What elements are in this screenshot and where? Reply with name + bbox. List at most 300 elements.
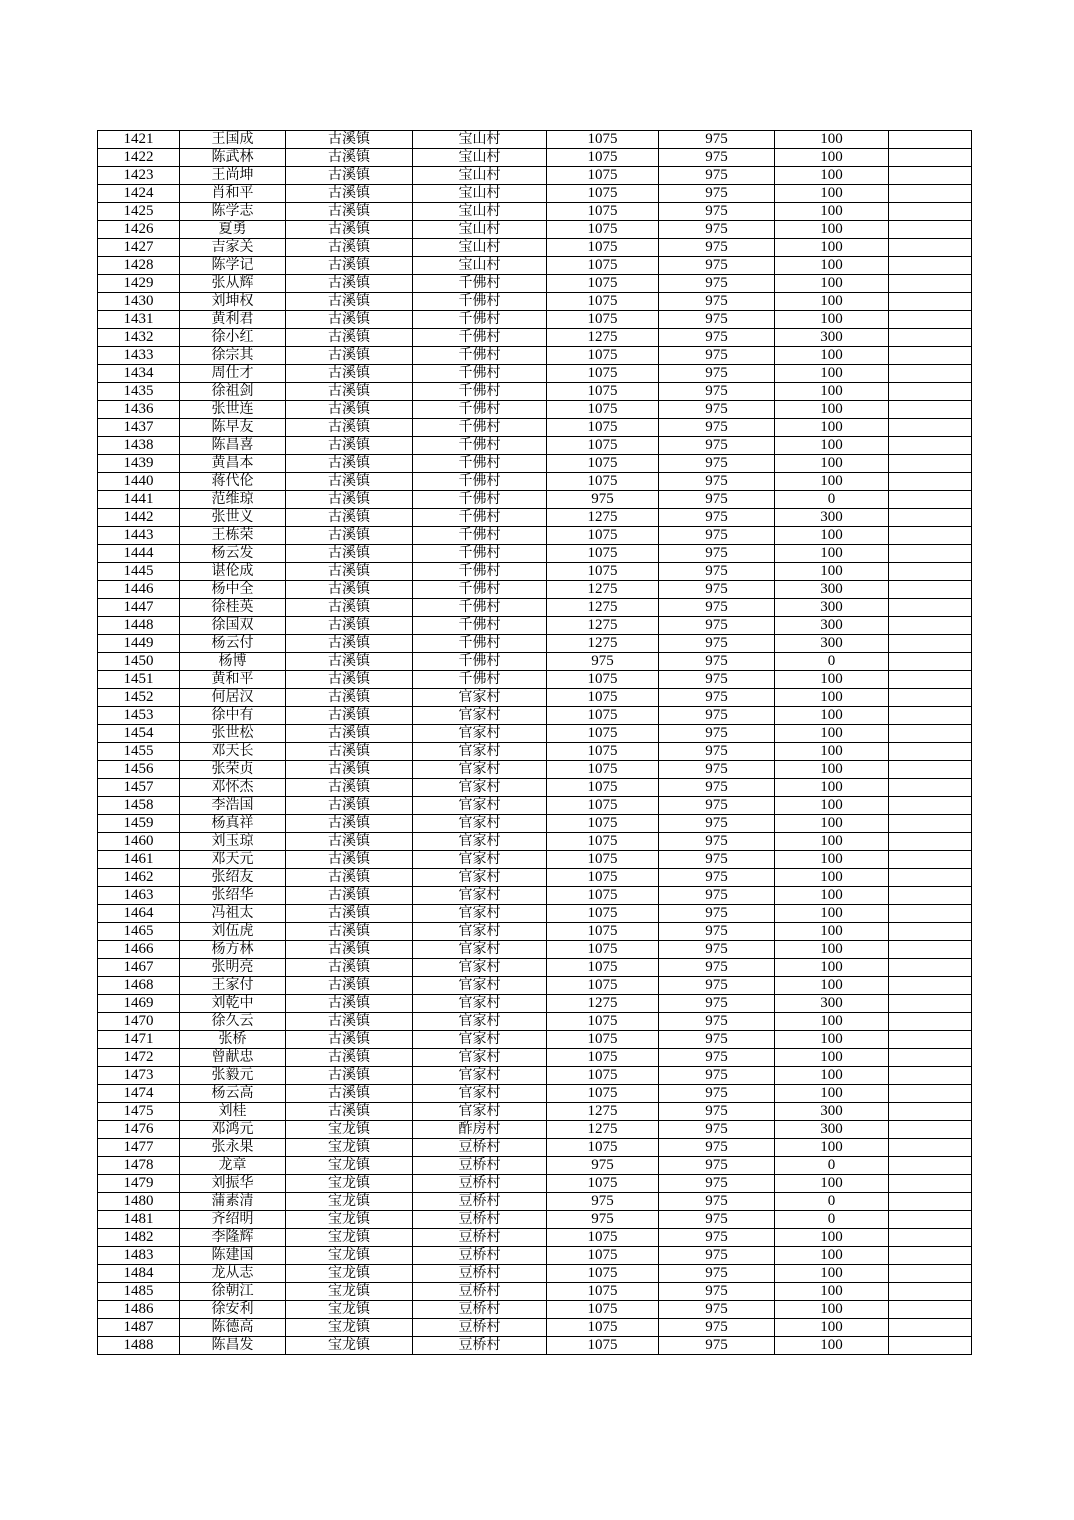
cell-amount-b: 975	[659, 617, 775, 635]
cell-amount-a: 1275	[547, 1103, 659, 1121]
cell-town: 宝龙镇	[286, 1247, 413, 1265]
cell-note	[889, 311, 972, 329]
cell-note	[889, 545, 972, 563]
cell-town: 古溪镇	[286, 851, 413, 869]
cell-num: 1479	[98, 1175, 180, 1193]
cell-name: 黄利君	[180, 311, 286, 329]
cell-note	[889, 761, 972, 779]
cell-amount-b: 975	[659, 671, 775, 689]
table-row	[98, 1067, 972, 1085]
cell-town: 古溪镇	[286, 617, 413, 635]
cell-village: 千佛村	[413, 311, 547, 329]
table-row	[98, 1121, 972, 1139]
cell-village: 官家村	[413, 851, 547, 869]
cell-village: 宝山村	[413, 257, 547, 275]
cell-amount-b: 975	[659, 707, 775, 725]
cell-note	[889, 599, 972, 617]
cell-amount-a: 1075	[547, 1319, 659, 1337]
table-row	[98, 545, 972, 563]
cell-name: 张绍友	[180, 869, 286, 887]
cell-name: 杨真祥	[180, 815, 286, 833]
cell-note	[889, 275, 972, 293]
cell-village: 豆桥村	[413, 1139, 547, 1157]
cell-amount-b: 975	[659, 1085, 775, 1103]
cell-num: 1475	[98, 1103, 180, 1121]
cell-name: 张世连	[180, 401, 286, 419]
cell-num: 1484	[98, 1265, 180, 1283]
cell-village: 官家村	[413, 797, 547, 815]
cell-note	[889, 167, 972, 185]
cell-name: 陈学志	[180, 203, 286, 221]
cell-name: 刘振华	[180, 1175, 286, 1193]
cell-num: 1473	[98, 1067, 180, 1085]
cell-village: 官家村	[413, 923, 547, 941]
cell-name: 张桥	[180, 1031, 286, 1049]
table-row	[98, 869, 972, 887]
cell-amount-b: 975	[659, 1067, 775, 1085]
cell-town: 古溪镇	[286, 797, 413, 815]
cell-amount-b: 975	[659, 1319, 775, 1337]
cell-town: 古溪镇	[286, 527, 413, 545]
cell-amount-a: 1075	[547, 311, 659, 329]
cell-name: 谌伦成	[180, 563, 286, 581]
cell-amount-a: 1075	[547, 545, 659, 563]
cell-note	[889, 365, 972, 383]
cell-amount-c: 100	[775, 1067, 889, 1085]
cell-num: 1450	[98, 653, 180, 671]
cell-note	[889, 689, 972, 707]
cell-amount-c: 100	[775, 977, 889, 995]
cell-amount-c: 100	[775, 1085, 889, 1103]
cell-amount-c: 100	[775, 527, 889, 545]
cell-amount-a: 1075	[547, 275, 659, 293]
cell-amount-b: 975	[659, 1013, 775, 1031]
cell-amount-a: 1075	[547, 1031, 659, 1049]
cell-amount-c: 100	[775, 1319, 889, 1337]
cell-village: 千佛村	[413, 329, 547, 347]
cell-num: 1476	[98, 1121, 180, 1139]
cell-amount-b: 975	[659, 1139, 775, 1157]
cell-amount-c: 300	[775, 1121, 889, 1139]
cell-amount-b: 975	[659, 941, 775, 959]
cell-name: 张绍华	[180, 887, 286, 905]
cell-amount-a: 1075	[547, 977, 659, 995]
cell-amount-b: 975	[659, 545, 775, 563]
cell-name: 张毅元	[180, 1067, 286, 1085]
cell-amount-c: 100	[775, 365, 889, 383]
cell-amount-b: 975	[659, 1031, 775, 1049]
cell-village: 官家村	[413, 779, 547, 797]
cell-amount-b: 975	[659, 185, 775, 203]
cell-amount-a: 1075	[547, 149, 659, 167]
cell-name: 李隆辉	[180, 1229, 286, 1247]
cell-name: 张从辉	[180, 275, 286, 293]
cell-note	[889, 1067, 972, 1085]
cell-town: 古溪镇	[286, 653, 413, 671]
cell-name: 王家付	[180, 977, 286, 995]
cell-note	[889, 1157, 972, 1175]
cell-note	[889, 1139, 972, 1157]
cell-num: 1465	[98, 923, 180, 941]
cell-town: 宝龙镇	[286, 1157, 413, 1175]
cell-village: 官家村	[413, 941, 547, 959]
cell-amount-a: 1075	[547, 1247, 659, 1265]
cell-town: 古溪镇	[286, 275, 413, 293]
cell-amount-c: 100	[775, 383, 889, 401]
cell-note	[889, 239, 972, 257]
cell-town: 古溪镇	[286, 779, 413, 797]
cell-amount-b: 975	[659, 563, 775, 581]
cell-amount-b: 975	[659, 761, 775, 779]
cell-amount-b: 975	[659, 779, 775, 797]
cell-amount-c: 0	[775, 1211, 889, 1229]
cell-amount-b: 975	[659, 1229, 775, 1247]
cell-name: 陈昌喜	[180, 437, 286, 455]
cell-amount-b: 975	[659, 203, 775, 221]
cell-num: 1433	[98, 347, 180, 365]
cell-note	[889, 1211, 972, 1229]
cell-amount-b: 975	[659, 131, 775, 149]
cell-village: 千佛村	[413, 419, 547, 437]
cell-amount-b: 975	[659, 347, 775, 365]
cell-name: 吉家关	[180, 239, 286, 257]
cell-amount-c: 100	[775, 1013, 889, 1031]
cell-town: 古溪镇	[286, 977, 413, 995]
cell-name: 杨博	[180, 653, 286, 671]
cell-note	[889, 1031, 972, 1049]
cell-amount-c: 100	[775, 293, 889, 311]
cell-village: 千佛村	[413, 365, 547, 383]
cell-name: 陈学记	[180, 257, 286, 275]
cell-town: 宝龙镇	[286, 1193, 413, 1211]
cell-village: 豆桥村	[413, 1211, 547, 1229]
table-row	[98, 1247, 972, 1265]
cell-note	[889, 725, 972, 743]
cell-amount-a: 1075	[547, 707, 659, 725]
cell-name: 肖和平	[180, 185, 286, 203]
table-row	[98, 1175, 972, 1193]
cell-name: 曾献忠	[180, 1049, 286, 1067]
cell-name: 陈昌发	[180, 1337, 286, 1355]
cell-amount-b: 975	[659, 1337, 775, 1355]
cell-amount-a: 1075	[547, 1139, 659, 1157]
cell-amount-a: 1075	[547, 689, 659, 707]
cell-amount-b: 975	[659, 1265, 775, 1283]
cell-name: 刘伍虎	[180, 923, 286, 941]
cell-amount-c: 100	[775, 419, 889, 437]
cell-num: 1431	[98, 311, 180, 329]
cell-village: 宝山村	[413, 221, 547, 239]
cell-num: 1437	[98, 419, 180, 437]
cell-note	[889, 1319, 972, 1337]
cell-amount-b: 975	[659, 689, 775, 707]
table-row	[98, 185, 972, 203]
cell-town: 古溪镇	[286, 131, 413, 149]
cell-num: 1462	[98, 869, 180, 887]
table-row	[98, 905, 972, 923]
table-row	[98, 1265, 972, 1283]
cell-village: 千佛村	[413, 491, 547, 509]
table-row	[98, 887, 972, 905]
cell-village: 豆桥村	[413, 1175, 547, 1193]
cell-note	[889, 527, 972, 545]
cell-village: 千佛村	[413, 293, 547, 311]
cell-town: 古溪镇	[286, 1049, 413, 1067]
cell-town: 古溪镇	[286, 401, 413, 419]
cell-num: 1457	[98, 779, 180, 797]
table-row	[98, 293, 972, 311]
cell-village: 千佛村	[413, 599, 547, 617]
cell-amount-b: 975	[659, 959, 775, 977]
cell-amount-c: 100	[775, 851, 889, 869]
cell-amount-b: 975	[659, 995, 775, 1013]
cell-amount-a: 1075	[547, 1337, 659, 1355]
table-row	[98, 797, 972, 815]
cell-village: 官家村	[413, 689, 547, 707]
cell-amount-b: 975	[659, 149, 775, 167]
table-row	[98, 455, 972, 473]
table-row	[98, 257, 972, 275]
cell-note	[889, 671, 972, 689]
cell-amount-c: 100	[775, 1301, 889, 1319]
cell-amount-b: 975	[659, 437, 775, 455]
cell-town: 古溪镇	[286, 761, 413, 779]
cell-num: 1436	[98, 401, 180, 419]
cell-amount-a: 1075	[547, 185, 659, 203]
cell-name: 张荣贞	[180, 761, 286, 779]
cell-town: 古溪镇	[286, 437, 413, 455]
cell-amount-a: 975	[547, 653, 659, 671]
table-row	[98, 401, 972, 419]
cell-num: 1482	[98, 1229, 180, 1247]
cell-note	[889, 869, 972, 887]
cell-village: 千佛村	[413, 347, 547, 365]
table-row	[98, 779, 972, 797]
table-row	[98, 437, 972, 455]
cell-amount-c: 100	[775, 1265, 889, 1283]
cell-name: 夏勇	[180, 221, 286, 239]
table-row	[98, 311, 972, 329]
cell-village: 官家村	[413, 743, 547, 761]
cell-note	[889, 1283, 972, 1301]
cell-amount-a: 1075	[547, 419, 659, 437]
cell-town: 古溪镇	[286, 1103, 413, 1121]
table-row	[98, 509, 972, 527]
cell-amount-a: 1075	[547, 1175, 659, 1193]
cell-amount-c: 100	[775, 1283, 889, 1301]
cell-name: 杨云高	[180, 1085, 286, 1103]
cell-town: 古溪镇	[286, 959, 413, 977]
table-row	[98, 221, 972, 239]
cell-name: 蒲素清	[180, 1193, 286, 1211]
cell-name: 刘乾中	[180, 995, 286, 1013]
cell-town: 宝龙镇	[286, 1175, 413, 1193]
cell-amount-a: 1075	[547, 851, 659, 869]
table-row	[98, 653, 972, 671]
cell-amount-c: 100	[775, 221, 889, 239]
cell-note	[889, 329, 972, 347]
cell-amount-c: 100	[775, 959, 889, 977]
cell-town: 古溪镇	[286, 941, 413, 959]
cell-num: 1454	[98, 725, 180, 743]
cell-note	[889, 1193, 972, 1211]
cell-note	[889, 491, 972, 509]
cell-name: 王栋荣	[180, 527, 286, 545]
cell-amount-b: 975	[659, 1211, 775, 1229]
cell-village: 豆桥村	[413, 1301, 547, 1319]
cell-num: 1434	[98, 365, 180, 383]
cell-num: 1429	[98, 275, 180, 293]
cell-name: 徐宗其	[180, 347, 286, 365]
cell-note	[889, 617, 972, 635]
table-row	[98, 761, 972, 779]
cell-amount-a: 1075	[547, 563, 659, 581]
cell-num: 1440	[98, 473, 180, 491]
table-row	[98, 563, 972, 581]
cell-town: 古溪镇	[286, 509, 413, 527]
cell-town: 古溪镇	[286, 365, 413, 383]
table-row	[98, 1211, 972, 1229]
cell-amount-b: 975	[659, 491, 775, 509]
cell-amount-a: 1075	[547, 1265, 659, 1283]
cell-num: 1428	[98, 257, 180, 275]
cell-village: 千佛村	[413, 671, 547, 689]
cell-amount-a: 1075	[547, 203, 659, 221]
cell-town: 古溪镇	[286, 293, 413, 311]
cell-town: 古溪镇	[286, 347, 413, 365]
cell-amount-c: 100	[775, 239, 889, 257]
cell-amount-b: 975	[659, 653, 775, 671]
cell-note	[889, 131, 972, 149]
table-row	[98, 473, 972, 491]
cell-name: 杨云付	[180, 635, 286, 653]
cell-amount-c: 100	[775, 311, 889, 329]
table-row	[98, 635, 972, 653]
table-body	[98, 131, 972, 1355]
cell-note	[889, 1103, 972, 1121]
cell-village: 千佛村	[413, 563, 547, 581]
cell-amount-b: 975	[659, 473, 775, 491]
cell-village: 酢房村	[413, 1121, 547, 1139]
cell-amount-b: 975	[659, 293, 775, 311]
table-row	[98, 419, 972, 437]
cell-num: 1472	[98, 1049, 180, 1067]
cell-amount-a: 1075	[547, 221, 659, 239]
cell-amount-c: 100	[775, 671, 889, 689]
cell-num: 1460	[98, 833, 180, 851]
cell-name: 刘桂	[180, 1103, 286, 1121]
cell-village: 千佛村	[413, 275, 547, 293]
cell-num: 1422	[98, 149, 180, 167]
cell-name: 徐祖剑	[180, 383, 286, 401]
cell-note	[889, 347, 972, 365]
cell-num: 1424	[98, 185, 180, 203]
table-row	[98, 1049, 972, 1067]
cell-amount-a: 1075	[547, 869, 659, 887]
cell-num: 1486	[98, 1301, 180, 1319]
cell-num: 1444	[98, 545, 180, 563]
cell-name: 徐朝江	[180, 1283, 286, 1301]
cell-town: 宝龙镇	[286, 1265, 413, 1283]
table-row	[98, 491, 972, 509]
cell-amount-a: 1075	[547, 671, 659, 689]
cell-num: 1474	[98, 1085, 180, 1103]
cell-town: 宝龙镇	[286, 1319, 413, 1337]
cell-amount-b: 975	[659, 581, 775, 599]
cell-amount-c: 100	[775, 797, 889, 815]
cell-village: 官家村	[413, 869, 547, 887]
cell-num: 1432	[98, 329, 180, 347]
cell-num: 1485	[98, 1283, 180, 1301]
table-row	[98, 167, 972, 185]
cell-village: 千佛村	[413, 635, 547, 653]
cell-note	[889, 1175, 972, 1193]
cell-amount-c: 100	[775, 923, 889, 941]
cell-amount-a: 975	[547, 1157, 659, 1175]
cell-town: 古溪镇	[286, 563, 413, 581]
cell-num: 1481	[98, 1211, 180, 1229]
cell-amount-c: 100	[775, 1175, 889, 1193]
cell-amount-b: 975	[659, 599, 775, 617]
cell-amount-c: 100	[775, 1031, 889, 1049]
cell-amount-c: 100	[775, 869, 889, 887]
cell-note	[889, 959, 972, 977]
cell-num: 1467	[98, 959, 180, 977]
table-row	[98, 1157, 972, 1175]
cell-amount-a: 975	[547, 1211, 659, 1229]
cell-town: 古溪镇	[286, 491, 413, 509]
cell-note	[889, 1121, 972, 1139]
cell-amount-c: 100	[775, 455, 889, 473]
cell-num: 1463	[98, 887, 180, 905]
cell-amount-a: 1075	[547, 239, 659, 257]
cell-village: 官家村	[413, 887, 547, 905]
cell-amount-a: 1075	[547, 725, 659, 743]
cell-town: 古溪镇	[286, 1085, 413, 1103]
cell-amount-a: 1075	[547, 797, 659, 815]
cell-num: 1470	[98, 1013, 180, 1031]
cell-amount-c: 100	[775, 941, 889, 959]
cell-num: 1471	[98, 1031, 180, 1049]
cell-town: 古溪镇	[286, 185, 413, 203]
cell-amount-b: 975	[659, 1175, 775, 1193]
cell-name: 刘坤权	[180, 293, 286, 311]
cell-amount-c: 100	[775, 725, 889, 743]
cell-amount-b: 975	[659, 1247, 775, 1265]
cell-num: 1442	[98, 509, 180, 527]
cell-amount-a: 1075	[547, 923, 659, 941]
cell-num: 1447	[98, 599, 180, 617]
table-row	[98, 833, 972, 851]
cell-name: 龙从志	[180, 1265, 286, 1283]
cell-amount-a: 1075	[547, 437, 659, 455]
cell-amount-a: 1075	[547, 347, 659, 365]
cell-village: 千佛村	[413, 545, 547, 563]
cell-village: 千佛村	[413, 653, 547, 671]
cell-town: 古溪镇	[286, 167, 413, 185]
cell-name: 陈建国	[180, 1247, 286, 1265]
cell-amount-c: 100	[775, 833, 889, 851]
cell-amount-b: 975	[659, 221, 775, 239]
cell-note	[889, 257, 972, 275]
data-table	[97, 130, 972, 1355]
table-row	[98, 1085, 972, 1103]
cell-amount-c: 100	[775, 761, 889, 779]
cell-town: 古溪镇	[286, 1031, 413, 1049]
table-row	[98, 671, 972, 689]
cell-name: 徐安利	[180, 1301, 286, 1319]
cell-village: 官家村	[413, 995, 547, 1013]
